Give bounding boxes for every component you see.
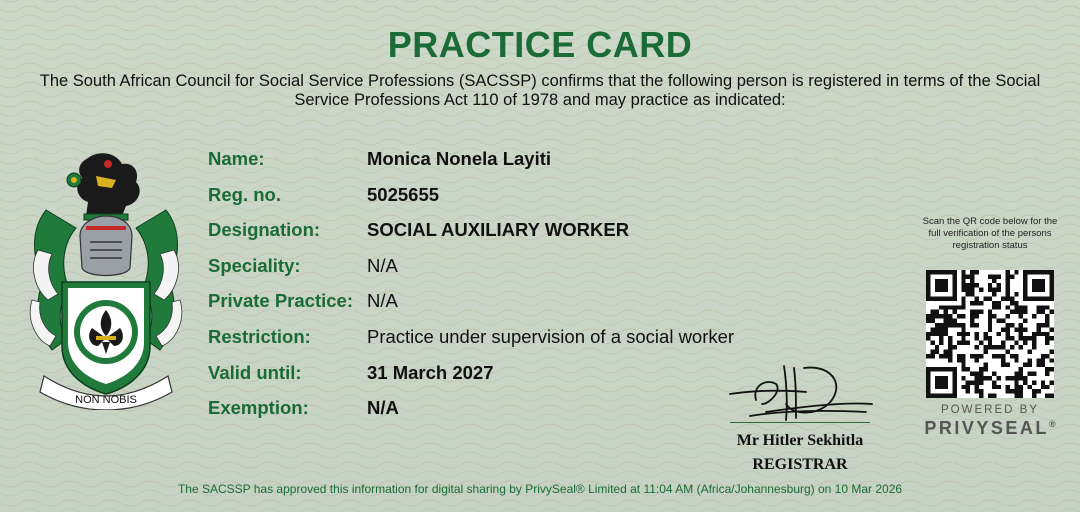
field-label: Speciality: — [208, 254, 301, 276]
signature-line — [730, 422, 870, 423]
field-label: Designation: — [208, 219, 321, 241]
field-value: N/A — [367, 290, 398, 312]
field-label: Private Practice: — [208, 290, 354, 312]
field-row — [208, 288, 848, 324]
signature-icon — [726, 360, 876, 426]
field-row — [208, 182, 848, 218]
field-value: 31 March 2027 — [367, 361, 494, 383]
motto-text: NON NOBIS — [75, 394, 137, 406]
field-value: N/A — [367, 254, 398, 276]
field-value: Monica Nonela Layiti — [367, 148, 552, 169]
powered-by-label: POWERED BY — [941, 404, 1039, 416]
coat-of-arms-icon — [26, 150, 186, 410]
privyseal-logo — [920, 418, 1060, 439]
qr-instruction: Scan the QR code below for the full verification of the persons registration status — [922, 216, 1058, 251]
field-row — [208, 217, 848, 253]
footer-approval: The SACSSP has approved this information for digital sharing by PrivySeal® Limited at 11:04 AM (Africa/Johannesburg) on 10 Mar 2026 — [177, 482, 903, 496]
field-row — [208, 324, 848, 360]
field-label: Valid until: — [208, 361, 302, 383]
registrar-name: Mr Hitler Sekhitla — [736, 432, 864, 449]
field-label: Exemption: — [208, 397, 309, 419]
field-label: Name: — [208, 148, 265, 169]
field-value: N/A — [367, 397, 399, 419]
field-row — [208, 146, 848, 182]
registered-mark: ® — [1048, 419, 1056, 429]
intro-text: The South African Council for Social Service Professions (SACSSP) confirms that the following person is registered in terms of the Social Service Professions Act 110 of 1978 and may practice as indicated: — [39, 72, 1041, 109]
card-title: PRACTICE CARD — [387, 24, 693, 65]
qr-code-icon[interactable] — [926, 270, 1054, 398]
field-value: Practice under supervision of a social worker — [367, 325, 735, 347]
privyseal-brand: PRIVYSEAL — [924, 418, 1049, 438]
field-row — [208, 253, 848, 289]
registrar-title: REGISTRAR — [752, 456, 848, 473]
field-value: 5025655 — [367, 183, 440, 205]
field-label: Restriction: — [208, 325, 311, 347]
field-label: Reg. no. — [208, 183, 281, 205]
field-value: SOCIAL AUXILIARY WORKER — [367, 219, 630, 241]
